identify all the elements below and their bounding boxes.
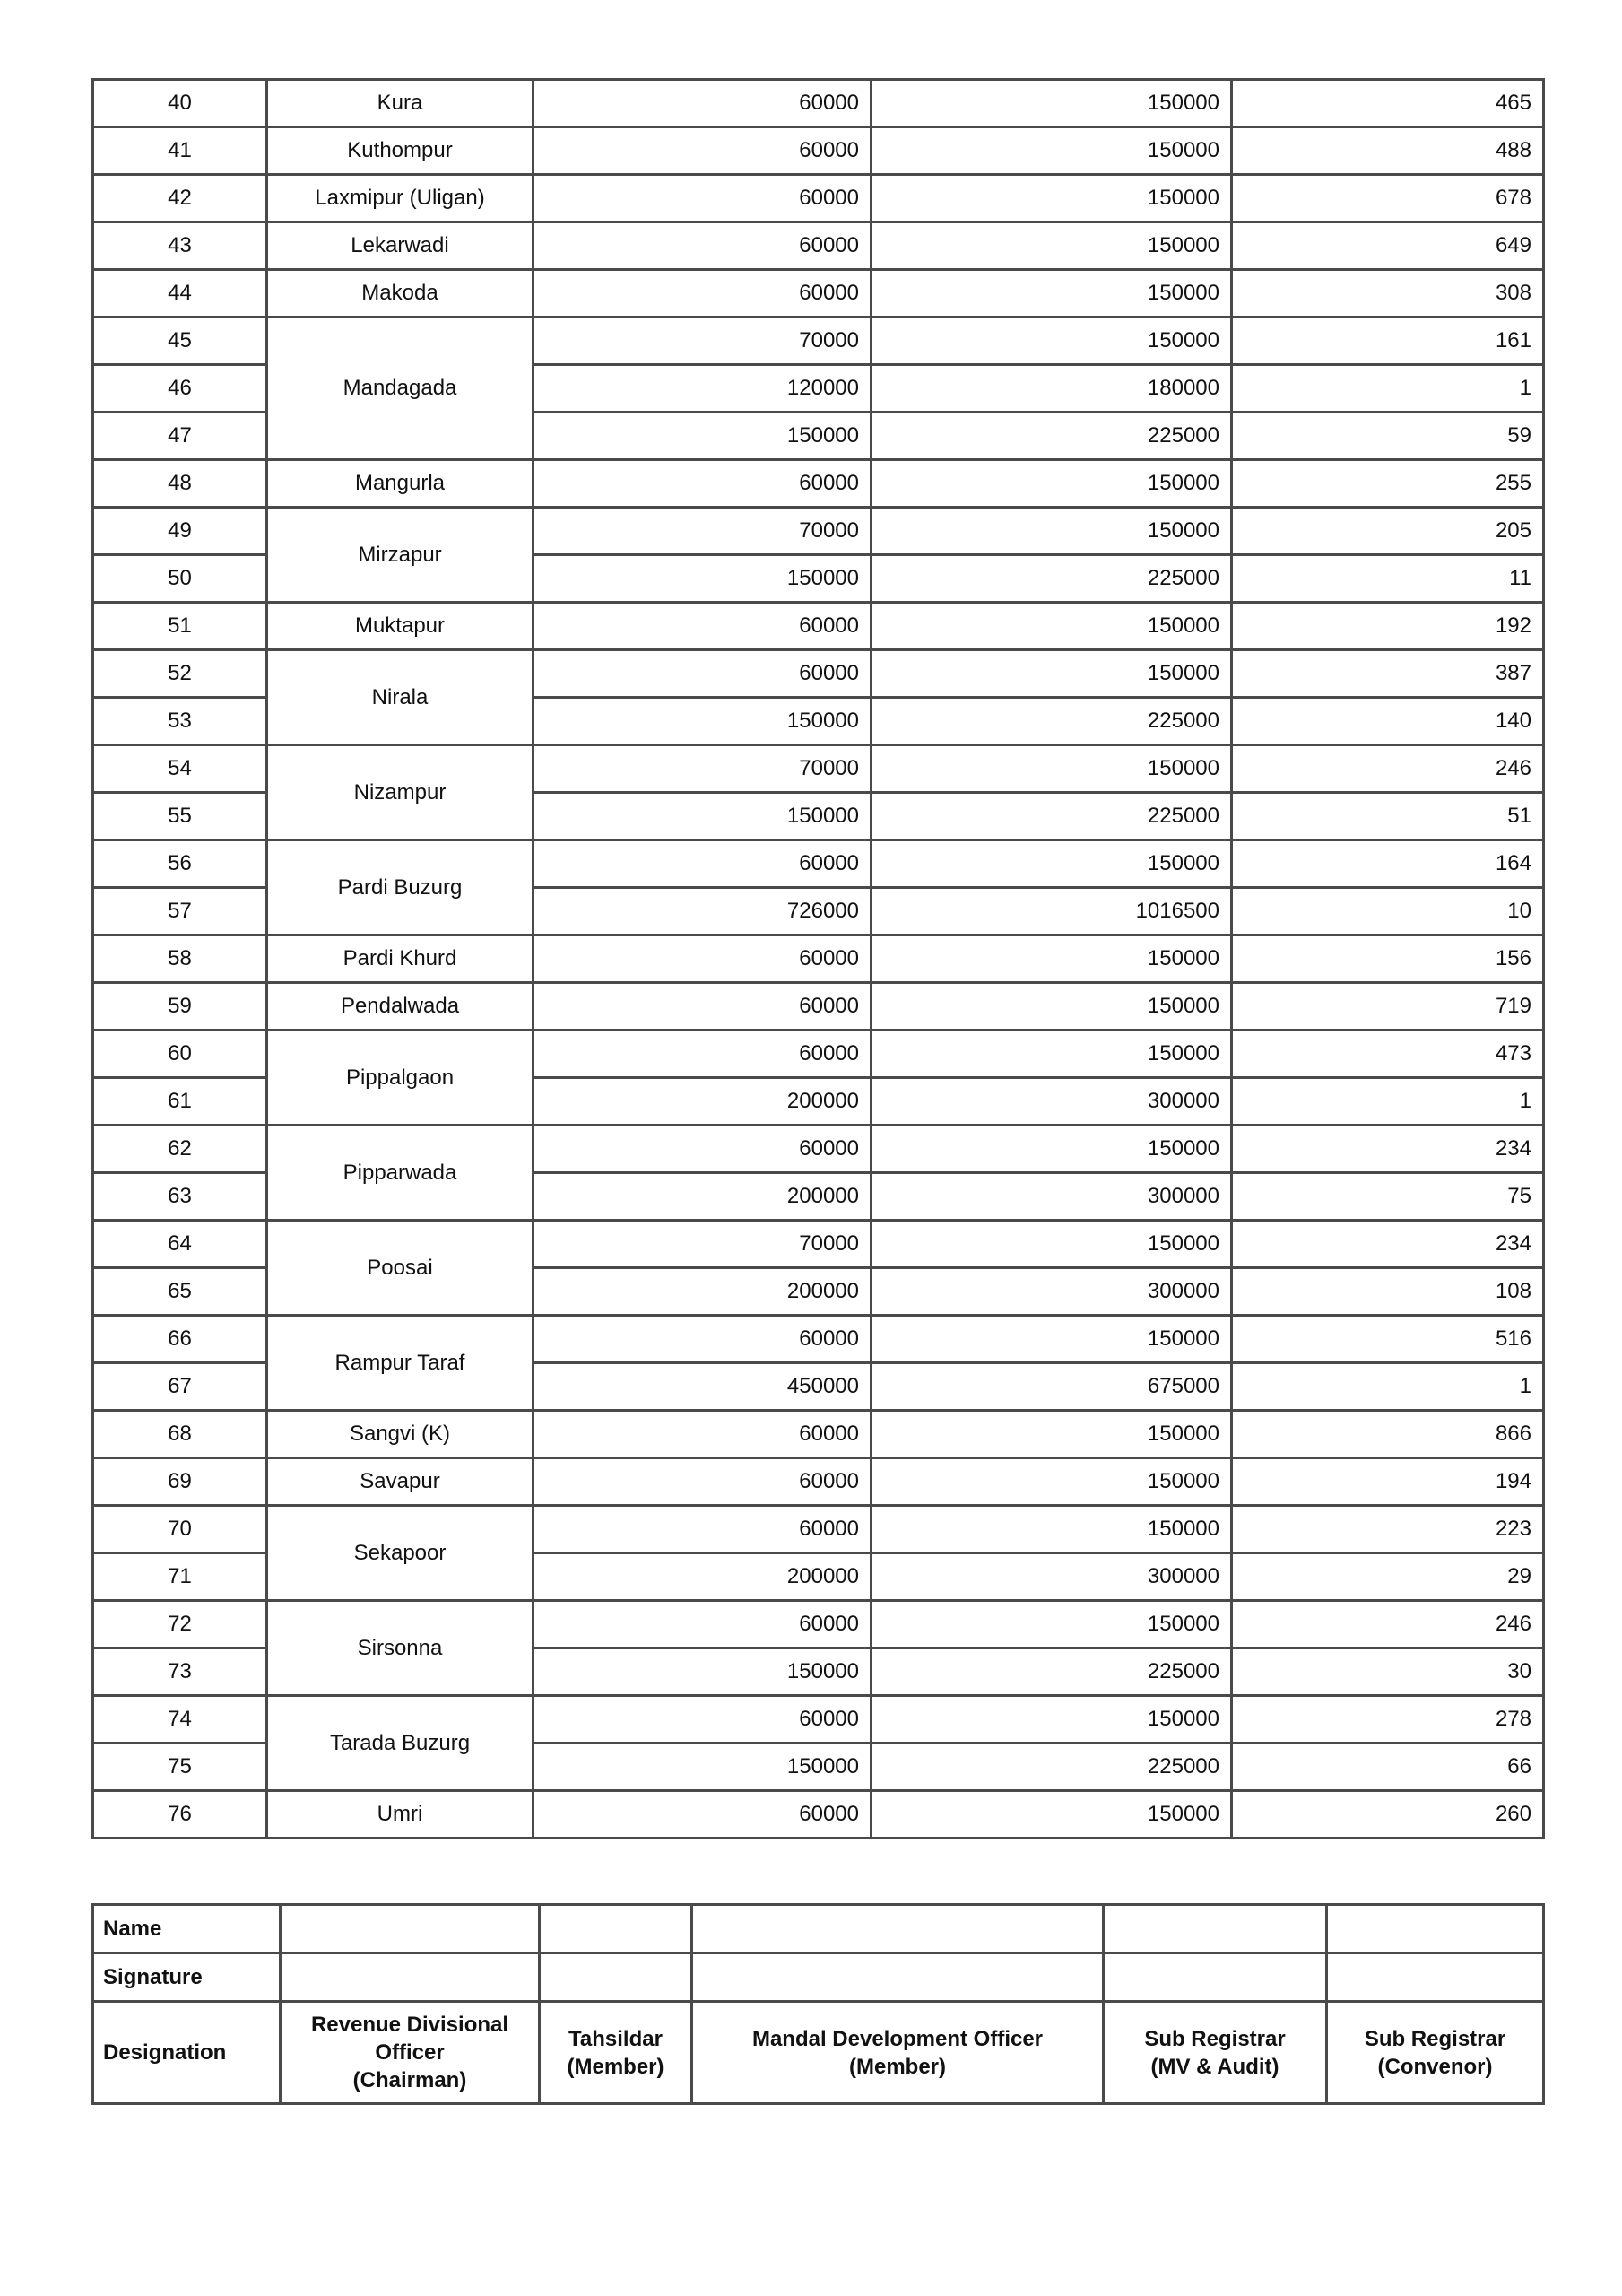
signature-cell-rdo bbox=[281, 1953, 540, 2002]
village-name-cell: Rampur Taraf bbox=[267, 1316, 533, 1411]
count-cell: 30 bbox=[1232, 1648, 1544, 1696]
table-row bbox=[93, 840, 1544, 888]
rate-b-cell: 150000 bbox=[872, 270, 1232, 317]
serial-number-cell: 45 bbox=[93, 317, 267, 365]
designation-role: (Member) bbox=[567, 2054, 664, 2079]
rate-a-cell: 70000 bbox=[533, 317, 872, 365]
table-row bbox=[93, 603, 1544, 650]
count-cell: 246 bbox=[1232, 745, 1544, 793]
village-name-cell: Umri bbox=[267, 1791, 533, 1839]
count-cell: 223 bbox=[1232, 1506, 1544, 1553]
rate-b-cell: 225000 bbox=[872, 1648, 1232, 1696]
designation-title: Revenue Divisional Officer bbox=[310, 2013, 509, 2065]
rate-a-cell: 60000 bbox=[533, 127, 872, 175]
village-name-cell: Nizampur bbox=[267, 745, 533, 840]
rate-b-cell: 150000 bbox=[872, 317, 1232, 365]
rate-b-cell: 225000 bbox=[872, 1744, 1232, 1791]
designation-label: Designation bbox=[93, 2002, 281, 2104]
rate-b-cell: 150000 bbox=[872, 127, 1232, 175]
serial-number-cell: 75 bbox=[93, 1744, 267, 1791]
table-row bbox=[93, 270, 1544, 317]
name-cell-sub-registrar-audit bbox=[1104, 1905, 1327, 1953]
serial-number-cell: 40 bbox=[93, 80, 267, 127]
table-row bbox=[93, 317, 1544, 365]
serial-number-cell: 53 bbox=[93, 698, 267, 745]
count-cell: 488 bbox=[1232, 127, 1544, 175]
rate-b-cell: 150000 bbox=[872, 745, 1232, 793]
village-name-cell: Tarada Buzurg bbox=[267, 1696, 533, 1791]
rate-a-cell: 70000 bbox=[533, 508, 872, 555]
count-cell: 255 bbox=[1232, 460, 1544, 508]
village-name-cell: Kuthompur bbox=[267, 127, 533, 175]
village-name-cell: Pendalwada bbox=[267, 983, 533, 1031]
village-name-cell: Pipparwada bbox=[267, 1126, 533, 1221]
serial-number-cell: 43 bbox=[93, 222, 267, 270]
table-row bbox=[93, 175, 1544, 222]
signature-cell-mdo bbox=[692, 1953, 1104, 2002]
name-cell-mdo bbox=[692, 1905, 1104, 1953]
rate-b-cell: 300000 bbox=[872, 1268, 1232, 1316]
serial-number-cell: 56 bbox=[93, 840, 267, 888]
count-cell: 75 bbox=[1232, 1173, 1544, 1221]
designation-title: Sub Registrar bbox=[1144, 2026, 1286, 2051]
rate-b-cell: 300000 bbox=[872, 1173, 1232, 1221]
table-row bbox=[93, 1411, 1544, 1458]
count-cell: 10 bbox=[1232, 888, 1544, 935]
serial-number-cell: 69 bbox=[93, 1458, 267, 1506]
rate-b-cell: 150000 bbox=[872, 1126, 1232, 1173]
rate-a-cell: 60000 bbox=[533, 983, 872, 1031]
serial-number-cell: 54 bbox=[93, 745, 267, 793]
rate-a-cell: 60000 bbox=[533, 80, 872, 127]
serial-number-cell: 74 bbox=[93, 1696, 267, 1744]
rate-a-cell: 70000 bbox=[533, 1221, 872, 1268]
rate-a-cell: 726000 bbox=[533, 888, 872, 935]
rate-a-cell: 60000 bbox=[533, 603, 872, 650]
designation-sub-registrar-audit bbox=[1104, 2002, 1327, 2104]
rate-b-cell: 150000 bbox=[872, 1506, 1232, 1553]
serial-number-cell: 70 bbox=[93, 1506, 267, 1553]
count-cell: 1 bbox=[1232, 365, 1544, 413]
designation-role: (Chairman) bbox=[352, 2068, 467, 2092]
village-name-cell: Sekapoor bbox=[267, 1506, 533, 1601]
serial-number-cell: 52 bbox=[93, 650, 267, 698]
table-row bbox=[93, 1506, 1544, 1553]
name-cell-rdo bbox=[281, 1905, 540, 1953]
serial-number-cell: 72 bbox=[93, 1601, 267, 1648]
count-cell: 108 bbox=[1232, 1268, 1544, 1316]
designation-mdo bbox=[692, 2002, 1104, 2104]
rate-a-cell: 60000 bbox=[533, 270, 872, 317]
count-cell: 719 bbox=[1232, 983, 1544, 1031]
rate-a-cell: 60000 bbox=[533, 1458, 872, 1506]
designation-title: Tahsildar bbox=[568, 2026, 663, 2051]
village-name-cell: Mangurla bbox=[267, 460, 533, 508]
serial-number-cell: 66 bbox=[93, 1316, 267, 1363]
village-name-cell: Pippalgaon bbox=[267, 1031, 533, 1126]
table-row bbox=[93, 1126, 1544, 1173]
rate-b-cell: 300000 bbox=[872, 1553, 1232, 1601]
count-cell: 234 bbox=[1232, 1126, 1544, 1173]
rate-b-cell: 225000 bbox=[872, 413, 1232, 460]
serial-number-cell: 47 bbox=[93, 413, 267, 460]
rate-a-cell: 150000 bbox=[533, 793, 872, 840]
village-name-cell: Lekarwadi bbox=[267, 222, 533, 270]
village-name-cell: Mirzapur bbox=[267, 508, 533, 603]
serial-number-cell: 49 bbox=[93, 508, 267, 555]
rate-a-cell: 60000 bbox=[533, 222, 872, 270]
rate-b-cell: 225000 bbox=[872, 698, 1232, 745]
count-cell: 473 bbox=[1232, 1031, 1544, 1078]
rate-b-cell: 150000 bbox=[872, 603, 1232, 650]
rate-a-cell: 60000 bbox=[533, 840, 872, 888]
table-row bbox=[93, 127, 1544, 175]
table-row bbox=[93, 460, 1544, 508]
count-cell: 649 bbox=[1232, 222, 1544, 270]
count-cell: 156 bbox=[1232, 935, 1544, 983]
rate-b-cell: 300000 bbox=[872, 1078, 1232, 1126]
table-row bbox=[93, 935, 1544, 983]
count-cell: 11 bbox=[1232, 555, 1544, 603]
rate-b-cell: 150000 bbox=[872, 650, 1232, 698]
village-name-cell: Kura bbox=[267, 80, 533, 127]
rate-a-cell: 120000 bbox=[533, 365, 872, 413]
rate-a-cell: 150000 bbox=[533, 555, 872, 603]
rate-b-cell: 150000 bbox=[872, 222, 1232, 270]
count-cell: 866 bbox=[1232, 1411, 1544, 1458]
table-row bbox=[93, 1031, 1544, 1078]
name-row bbox=[93, 1905, 1544, 1953]
count-cell: 516 bbox=[1232, 1316, 1544, 1363]
village-rates-body bbox=[93, 80, 1544, 1839]
table-row bbox=[93, 1696, 1544, 1744]
rate-a-cell: 60000 bbox=[533, 650, 872, 698]
rate-a-cell: 150000 bbox=[533, 1744, 872, 1791]
serial-number-cell: 57 bbox=[93, 888, 267, 935]
count-cell: 59 bbox=[1232, 413, 1544, 460]
village-name-cell: Sangvi (K) bbox=[267, 1411, 533, 1458]
rate-a-cell: 450000 bbox=[533, 1363, 872, 1411]
signature-row bbox=[93, 1953, 1544, 2002]
village-name-cell: Makoda bbox=[267, 270, 533, 317]
village-name-cell: Nirala bbox=[267, 650, 533, 745]
rate-b-cell: 150000 bbox=[872, 1316, 1232, 1363]
designation-sub-registrar-convenor bbox=[1327, 2002, 1544, 2104]
name-cell-sub-registrar-convenor bbox=[1327, 1905, 1544, 1953]
village-name-cell: Pardi Khurd bbox=[267, 935, 533, 983]
count-cell: 1 bbox=[1232, 1078, 1544, 1126]
serial-number-cell: 67 bbox=[93, 1363, 267, 1411]
serial-number-cell: 59 bbox=[93, 983, 267, 1031]
serial-number-cell: 51 bbox=[93, 603, 267, 650]
count-cell: 164 bbox=[1232, 840, 1544, 888]
serial-number-cell: 65 bbox=[93, 1268, 267, 1316]
designation-title: Sub Registrar bbox=[1364, 2026, 1506, 2051]
table-row bbox=[93, 1316, 1544, 1363]
table-row bbox=[93, 508, 1544, 555]
rate-b-cell: 150000 bbox=[872, 1458, 1232, 1506]
serial-number-cell: 55 bbox=[93, 793, 267, 840]
count-cell: 234 bbox=[1232, 1221, 1544, 1268]
village-name-cell: Savapur bbox=[267, 1458, 533, 1506]
name-label: Name bbox=[93, 1905, 281, 1953]
count-cell: 192 bbox=[1232, 603, 1544, 650]
count-cell: 387 bbox=[1232, 650, 1544, 698]
signature-label: Signature bbox=[93, 1953, 281, 2002]
designation-row bbox=[93, 2002, 1544, 2104]
rate-b-cell: 150000 bbox=[872, 1601, 1232, 1648]
rate-b-cell: 225000 bbox=[872, 555, 1232, 603]
rate-a-cell: 60000 bbox=[533, 1601, 872, 1648]
table-row bbox=[93, 1791, 1544, 1839]
table-row bbox=[93, 983, 1544, 1031]
designation-role: (Member) bbox=[848, 2054, 946, 2079]
rate-a-cell: 150000 bbox=[533, 1648, 872, 1696]
village-name-cell: Poosai bbox=[267, 1221, 533, 1316]
rate-a-cell: 60000 bbox=[533, 1696, 872, 1744]
serial-number-cell: 76 bbox=[93, 1791, 267, 1839]
rate-a-cell: 60000 bbox=[533, 175, 872, 222]
count-cell: 161 bbox=[1232, 317, 1544, 365]
rate-a-cell: 60000 bbox=[533, 1411, 872, 1458]
serial-number-cell: 62 bbox=[93, 1126, 267, 1173]
count-cell: 194 bbox=[1232, 1458, 1544, 1506]
table-row bbox=[93, 1458, 1544, 1506]
rate-b-cell: 180000 bbox=[872, 365, 1232, 413]
count-cell: 308 bbox=[1232, 270, 1544, 317]
rate-a-cell: 60000 bbox=[533, 1316, 872, 1363]
rate-b-cell: 150000 bbox=[872, 935, 1232, 983]
rate-b-cell: 150000 bbox=[872, 1221, 1232, 1268]
table-row bbox=[93, 650, 1544, 698]
serial-number-cell: 73 bbox=[93, 1648, 267, 1696]
rate-b-cell: 150000 bbox=[872, 983, 1232, 1031]
village-name-cell: Sirsonna bbox=[267, 1601, 533, 1696]
count-cell: 205 bbox=[1232, 508, 1544, 555]
serial-number-cell: 63 bbox=[93, 1173, 267, 1221]
rate-b-cell: 150000 bbox=[872, 1791, 1232, 1839]
rate-a-cell: 200000 bbox=[533, 1553, 872, 1601]
count-cell: 678 bbox=[1232, 175, 1544, 222]
signature-cell-tahsildar bbox=[540, 1953, 692, 2002]
count-cell: 1 bbox=[1232, 1363, 1544, 1411]
serial-number-cell: 46 bbox=[93, 365, 267, 413]
rate-b-cell: 225000 bbox=[872, 793, 1232, 840]
serial-number-cell: 42 bbox=[93, 175, 267, 222]
serial-number-cell: 64 bbox=[93, 1221, 267, 1268]
table-row bbox=[93, 745, 1544, 793]
serial-number-cell: 61 bbox=[93, 1078, 267, 1126]
rate-b-cell: 150000 bbox=[872, 840, 1232, 888]
rate-b-cell: 150000 bbox=[872, 1411, 1232, 1458]
table-row bbox=[93, 1601, 1544, 1648]
count-cell: 29 bbox=[1232, 1553, 1544, 1601]
designation-title: Mandal Development Officer bbox=[751, 2026, 1044, 2051]
village-name-cell: Laxmipur (Uligan) bbox=[267, 175, 533, 222]
serial-number-cell: 50 bbox=[93, 555, 267, 603]
rate-a-cell: 150000 bbox=[533, 413, 872, 460]
count-cell: 66 bbox=[1232, 1744, 1544, 1791]
rate-b-cell: 675000 bbox=[872, 1363, 1232, 1411]
rate-a-cell: 150000 bbox=[533, 698, 872, 745]
rate-b-cell: 150000 bbox=[872, 508, 1232, 555]
rate-a-cell: 60000 bbox=[533, 1126, 872, 1173]
signature-table bbox=[91, 1903, 1545, 2105]
designation-rdo bbox=[281, 2002, 540, 2104]
rate-a-cell: 60000 bbox=[533, 460, 872, 508]
designation-tahsildar bbox=[540, 2002, 692, 2104]
designation-role: (Convenor) bbox=[1377, 2054, 1493, 2079]
serial-number-cell: 48 bbox=[93, 460, 267, 508]
rate-a-cell: 60000 bbox=[533, 935, 872, 983]
signature-cell-sub-registrar-audit bbox=[1104, 1953, 1327, 2002]
count-cell: 51 bbox=[1232, 793, 1544, 840]
count-cell: 140 bbox=[1232, 698, 1544, 745]
village-name-cell: Muktapur bbox=[267, 603, 533, 650]
count-cell: 465 bbox=[1232, 80, 1544, 127]
rate-a-cell: 60000 bbox=[533, 1791, 872, 1839]
serial-number-cell: 58 bbox=[93, 935, 267, 983]
rate-b-cell: 150000 bbox=[872, 1696, 1232, 1744]
count-cell: 278 bbox=[1232, 1696, 1544, 1744]
table-row bbox=[93, 1221, 1544, 1268]
village-name-cell: Pardi Buzurg bbox=[267, 840, 533, 935]
name-cell-tahsildar bbox=[540, 1905, 692, 1953]
village-rates-table bbox=[91, 78, 1545, 1839]
designation-role: (MV & Audit) bbox=[1150, 2054, 1279, 2079]
serial-number-cell: 44 bbox=[93, 270, 267, 317]
rate-b-cell: 1016500 bbox=[872, 888, 1232, 935]
rate-b-cell: 150000 bbox=[872, 80, 1232, 127]
rate-a-cell: 200000 bbox=[533, 1173, 872, 1221]
count-cell: 246 bbox=[1232, 1601, 1544, 1648]
table-row bbox=[93, 80, 1544, 127]
rate-a-cell: 60000 bbox=[533, 1506, 872, 1553]
table-row bbox=[93, 222, 1544, 270]
serial-number-cell: 71 bbox=[93, 1553, 267, 1601]
serial-number-cell: 60 bbox=[93, 1031, 267, 1078]
serial-number-cell: 68 bbox=[93, 1411, 267, 1458]
village-name-cell: Mandagada bbox=[267, 317, 533, 460]
serial-number-cell: 41 bbox=[93, 127, 267, 175]
rate-b-cell: 150000 bbox=[872, 175, 1232, 222]
rate-a-cell: 200000 bbox=[533, 1268, 872, 1316]
rate-a-cell: 70000 bbox=[533, 745, 872, 793]
rate-b-cell: 150000 bbox=[872, 1031, 1232, 1078]
rate-a-cell: 200000 bbox=[533, 1078, 872, 1126]
signature-cell-sub-registrar-convenor bbox=[1327, 1953, 1544, 2002]
count-cell: 260 bbox=[1232, 1791, 1544, 1839]
rate-a-cell: 60000 bbox=[533, 1031, 872, 1078]
rate-b-cell: 150000 bbox=[872, 460, 1232, 508]
